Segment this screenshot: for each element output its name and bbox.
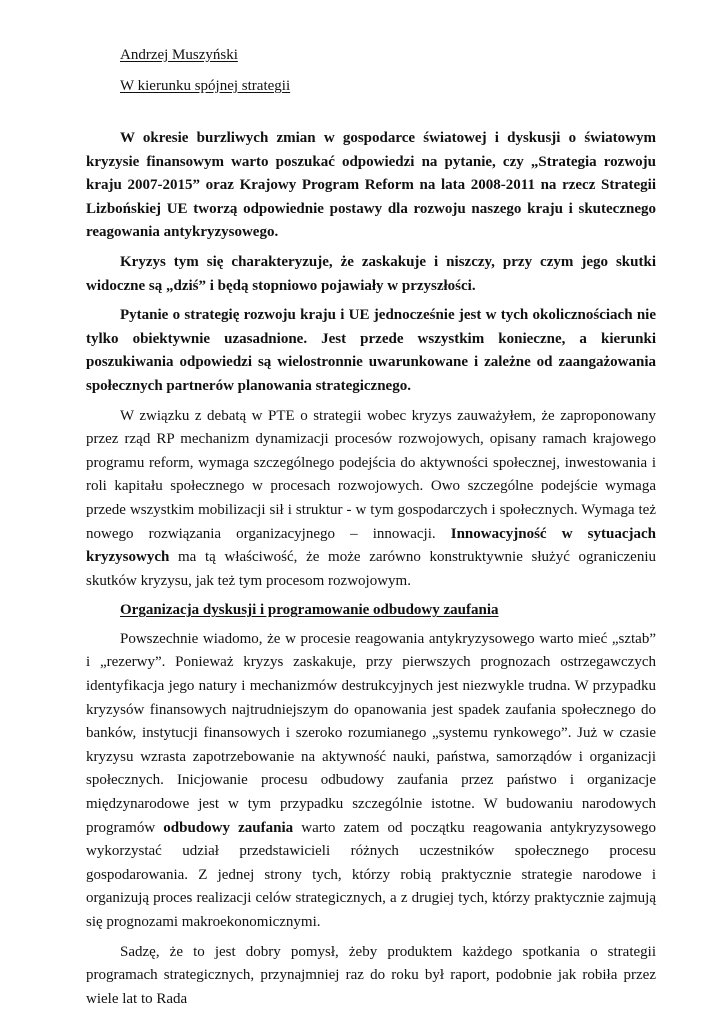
author-name: Andrzej Muszyński [120, 47, 238, 63]
trust-emphasis: odbudowy zaufania [163, 819, 294, 836]
paragraph-crisis: Kryzys tym się charakteryzuje, że zaskakuje i niszczy, przy czym jego skutki widoczne są „dziś” i będą stopniowo pojawiały w przyszłości. [86, 253, 656, 294]
document-title: W kierunku spójnej strategii [120, 78, 291, 94]
trust-text-end: warto zatem od początku reagowania antykryzysowego wykorzystać udział przedstawicieli różnych uczestników społecznego procesu gospodarowania. Z jednej strony tych, którzy robią praktycznie strategie narodowe i organizują proces realizacji celów strategicznych, a z drugiej tych, którzy praktycznie zajmują się prognozami makroekonomicznymi. [86, 819, 656, 930]
trust-text: Powszechnie wiadomo, że w procesie reagowania antykryzysowego warto mieć „sztab” i „rezerwy”. Ponieważ kryzys zaskakuje, przy pierwszych prognozach ostrzegawczych identyfikacja jego natury i mechanizmów destrukcyjnych jest niezwykle trudna. W przypadku kryzysów finansowych najtrudniejszym do opanowania jest spadek zaufania społecznego do banków, instytucji finansowych i szeroko rozumianego „systemu rynkowego”. Już w czasie kryzysu wzrasta zapotrzebowanie na aktywność nauki, państwa, samorządów i organizacji społecznych. Inicjowanie procesu odbudowy zaufania przez państwo i organizacje międzynarodowe jest w tym przypadku szczególnie istotne. W budowaniu narodowych programów [86, 630, 656, 836]
pte-debate-text-end: ma tą właściwość, że może zarówno konstruktywnie służyć ograniczeniu skutków kryzysu, jak też tym procesom rozwojowym. [86, 549, 656, 589]
innovation-emphasis: Innowacyjność w sytuacjach kryzysowych [86, 525, 656, 566]
paragraph-strategy-question: Pytanie o strategię rozwoju kraju i UE jednocześnie jest w tych okolicznościach nie tylko obiektywnie uzasadnione. Jest przede wszystkim konieczne, a kierunki poszukiwania odpowiedzi są wielostronnie uwarunkowane i zależne od zaangażowania społecznych partnerów planowania strategicznego. [86, 307, 656, 394]
paragraph-report-idea: Sadzę, że to jest dobry pomysł, żeby produktem każdego spotkania o strategii programach strategicznych, przynajmniej raz do roku był raport, podobnie jak robiła przez wiele lat to Rada [86, 943, 656, 1007]
paragraph-intro: W okresie burzliwych zmian w gospodarce światowej i dyskusji o światowym kryzysie finansowym warto poszukać odpowiedzi na pytanie, czy „Strategia rozwoju kraju 2007-2015” oraz Krajowy Program Reform na lata 2008-2011 na rzecz Strategii Lizbońskiej UE tworzą odpowiednie postawy dla rozwoju naszego kraju i skutecznego reagowania antykryzysowego. [86, 130, 656, 241]
document-body [86, 127, 656, 1017]
pte-debate-text: W związku z debatą w PTE o strategii wobec kryzys zauważyłem, że zaproponowany przez rząd RP mechanizm dynamizacji procesów rozwojowych, opisany ramach krajowego programu reform, wymaga szczególnego podejścia do aktywności społecznej, inwestowania i roli kapitału społecznego w procesach rozwojowych. Owo szczególne podejście wymaga przede wszystkim mobilizacji sił i struktur - w tym gospodarczych i społecznych. Wymaga też nowego rozwiązania organizacyjnego – innowacji. [86, 407, 656, 542]
paragraph-pte-debate [86, 405, 656, 594]
paragraph-trust-rebuilding [86, 628, 656, 935]
section-subheading: Organizacja dyskusji i programowanie odbudowy zaufania [120, 602, 499, 619]
